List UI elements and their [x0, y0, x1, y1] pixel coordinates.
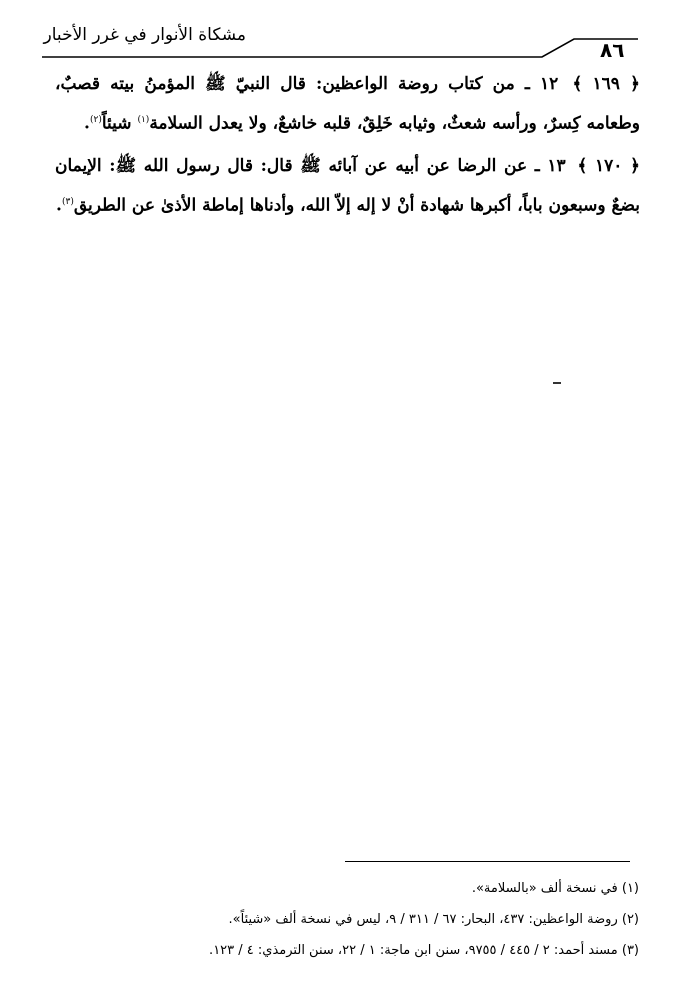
hadith-170 [55, 148, 640, 224]
hadith-text-end: . [84, 113, 90, 134]
running-header-title: مشكاة الأنوار في غرر الأخبار [43, 25, 246, 45]
hadith-number: ﴿ ١٧٠ ﴾ [577, 155, 640, 176]
footnote-2: (٢) روضة الواعظين: ٤٣٧، البحار: ٦٧ / ٣١١ / ٩، ليس في نسخة ألف «شيئاً». [228, 912, 639, 927]
footnote-separator [345, 861, 630, 862]
hadith-text-cont: شيئاً [101, 113, 138, 134]
footnote-ref: (١) [137, 115, 150, 125]
hadith-text-end: . [56, 195, 62, 216]
footnote-ref: (٣) [61, 196, 74, 207]
footnote-1: (١) في نسخة ألف «بالسلامة». [471, 881, 639, 896]
hadith-number: ﴿ ١٦٩ ﴾ [572, 74, 641, 94]
hadith-text: ١٢ ـ من كتاب روضة الواعظين: قال النبيّ ﷺ المؤمنُ بيته قصبٌ، وطعامه كِسرٌ، ورأسه شعثٌ، وثيابه خَلِقٌ، قلبه خاشعٌ، ولا يعدل السلامة [55, 74, 640, 134]
page-number: ٨٦ [600, 38, 625, 62]
footnotes [79, 873, 639, 966]
hadith-text: ١٣ ـ عن الرضا عن أبيه عن آبائه ﷺ قال: قال رسول الله ﷺ: الإيمان بضعٌ وسبعون باباً، أكبرها شهادة أنْ لا إله إلاّ الله، وأدناها إماطة الأذىٰ عن الطريق [55, 155, 640, 216]
stray-mark [553, 382, 561, 384]
hadith-169 [55, 66, 640, 142]
footnote-3: (٣) مسند أحمد: ٢ / ٤٤٥ / ٩٧٥٥، سنن ابن ماجة: ١ / ٢٢، سنن الترمذي: ٤ / ١٢٣. [209, 943, 639, 958]
footnote-ref: (٢) [89, 115, 102, 125]
main-text [55, 66, 640, 229]
